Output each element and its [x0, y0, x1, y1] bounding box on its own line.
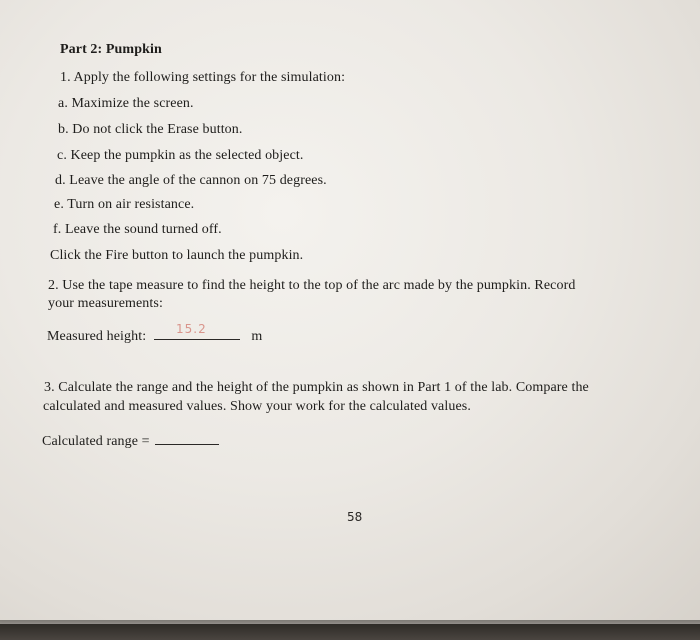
step3-line2: calculated and measured values. Show your work for the calculated values.: [43, 399, 471, 414]
step2-line2: your measurements:: [48, 296, 163, 311]
step1-item-f: f. Leave the sound turned off.: [53, 222, 222, 237]
step1-item-e: e. Turn on air resistance.: [54, 197, 195, 212]
part-title: Part 2: Pumpkin: [60, 42, 162, 57]
table-edge-shadow: [0, 624, 700, 640]
step1-item-a: a. Maximize the screen.: [58, 96, 194, 111]
measured-height-value: 15.2: [176, 322, 207, 336]
step1-item-d: d. Leave the angle of the cannon on 75 degrees.: [55, 173, 327, 188]
fire-instruction: Click the Fire button to launch the pumpkin.: [50, 248, 304, 263]
measured-height-label: Measured height:: [47, 329, 147, 344]
calculated-range-label: Calculated range =: [42, 434, 150, 449]
page-number: 58: [347, 510, 363, 524]
step2-line1: 2. Use the tape measure to find the height to the top of the arc made by the pumpkin. Record: [48, 278, 576, 293]
measured-height-unit: m: [251, 329, 263, 344]
step3-line1: 3. Calculate the range and the height of the pumpkin as shown in Part 1 of the lab. Compare the: [44, 380, 589, 395]
step1-item-b: b. Do not click the Erase button.: [58, 122, 243, 137]
calculated-range-row: [42, 430, 219, 450]
step1-item-c: c. Keep the pumpkin as the selected object.: [57, 148, 304, 163]
calculated-range-blank: [155, 430, 219, 445]
measured-height-row: [47, 325, 262, 345]
step1-heading: 1. Apply the following settings for the simulation:: [60, 70, 346, 85]
